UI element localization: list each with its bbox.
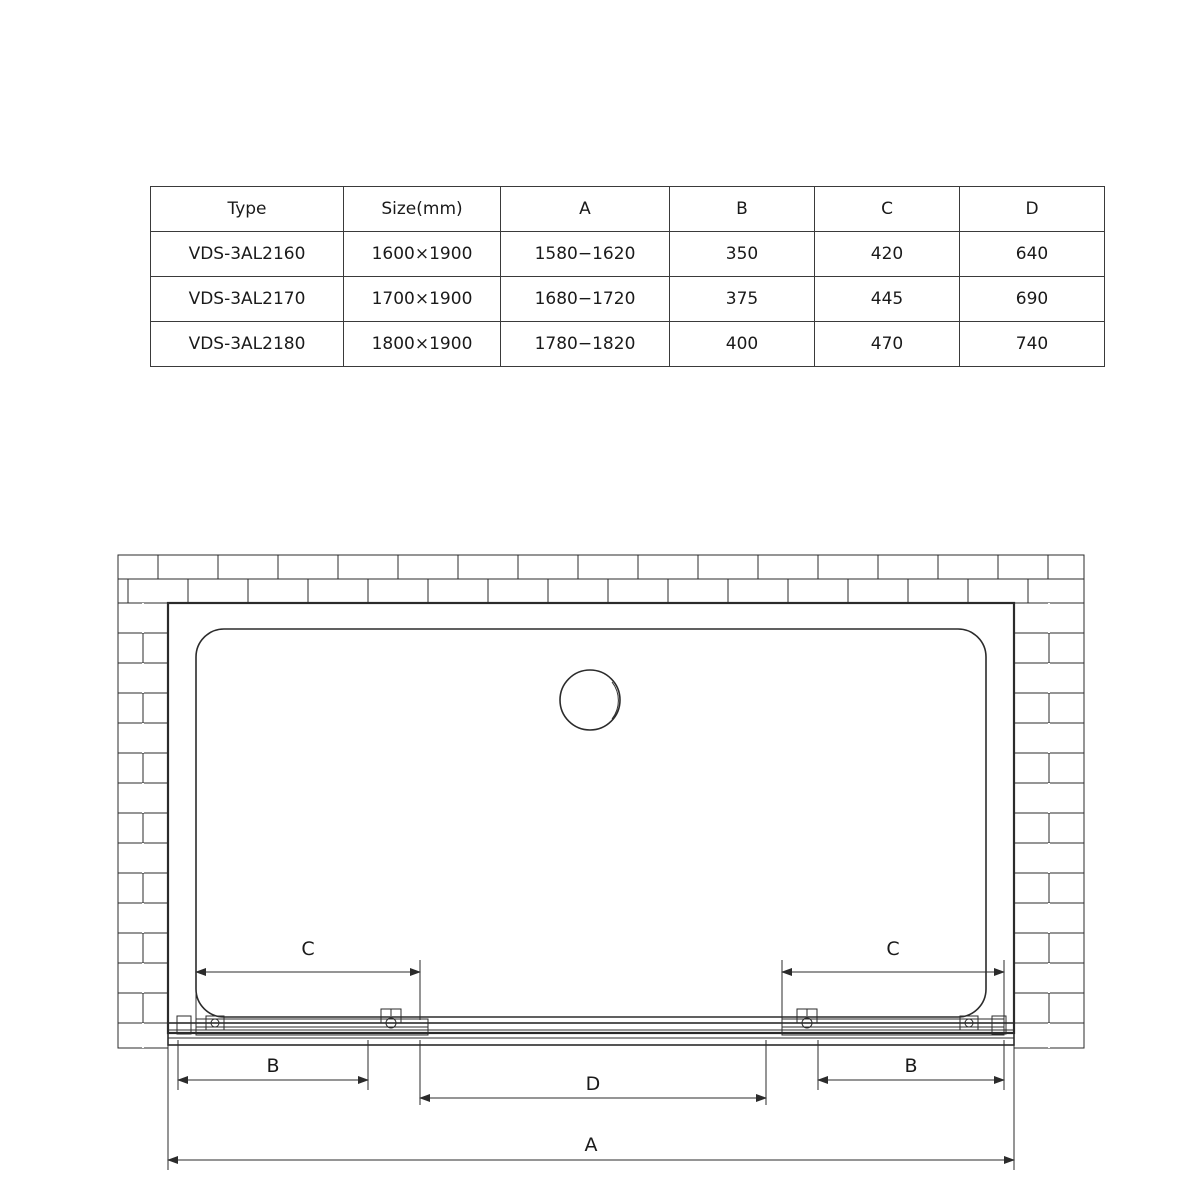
dimension-label-d-center: D — [585, 1073, 601, 1095]
column-header-d: D — [960, 187, 1105, 232]
cell-d: 740 — [960, 322, 1105, 367]
dimension-label-b-left: B — [266, 1055, 280, 1077]
cell-size: 1600×1900 — [344, 232, 501, 277]
cell-d: 690 — [960, 277, 1105, 322]
dimension-b-left — [178, 1040, 368, 1090]
dimension-d-center — [420, 1040, 766, 1105]
glass-door-enclosure — [168, 603, 1014, 1033]
shower-door-technical-drawing — [0, 520, 1200, 1200]
column-header-c: C — [815, 187, 960, 232]
cell-b: 400 — [670, 322, 815, 367]
cell-size: 1800×1900 — [344, 322, 501, 367]
column-header-type: Type — [151, 187, 344, 232]
column-header-a: A — [501, 187, 670, 232]
table-header-row — [151, 187, 1105, 232]
cell-type: VDS-3AL2160 — [151, 232, 344, 277]
cell-type: VDS-3AL2170 — [151, 277, 344, 322]
cell-c: 420 — [815, 232, 960, 277]
cell-b: 350 — [670, 232, 815, 277]
door-handle-icon — [560, 670, 620, 730]
column-header-size: Size(mm) — [344, 187, 501, 232]
table-row — [151, 232, 1105, 277]
dimension-label-a-total: A — [584, 1134, 598, 1156]
dimension-c-right — [782, 938, 1004, 1020]
bottom-track-assembly — [168, 1009, 1014, 1045]
cell-a: 1680−1720 — [501, 277, 670, 322]
cell-type: VDS-3AL2180 — [151, 322, 344, 367]
dimension-a-total — [168, 1048, 1014, 1170]
dimension-c-left — [196, 938, 420, 1020]
cell-c: 470 — [815, 322, 960, 367]
cell-a: 1580−1620 — [501, 232, 670, 277]
table-row — [151, 322, 1105, 367]
cell-d: 640 — [960, 232, 1105, 277]
table-row — [151, 277, 1105, 322]
cell-size: 1700×1900 — [344, 277, 501, 322]
dimension-label-c-left: C — [301, 938, 315, 960]
dimension-label-b-right: B — [904, 1055, 918, 1077]
cell-b: 375 — [670, 277, 815, 322]
cell-c: 445 — [815, 277, 960, 322]
cell-a: 1780−1820 — [501, 322, 670, 367]
specification-table — [150, 186, 1105, 367]
column-header-b: B — [670, 187, 815, 232]
dimension-label-c-right: C — [886, 938, 900, 960]
dimension-b-right — [818, 1040, 1004, 1090]
